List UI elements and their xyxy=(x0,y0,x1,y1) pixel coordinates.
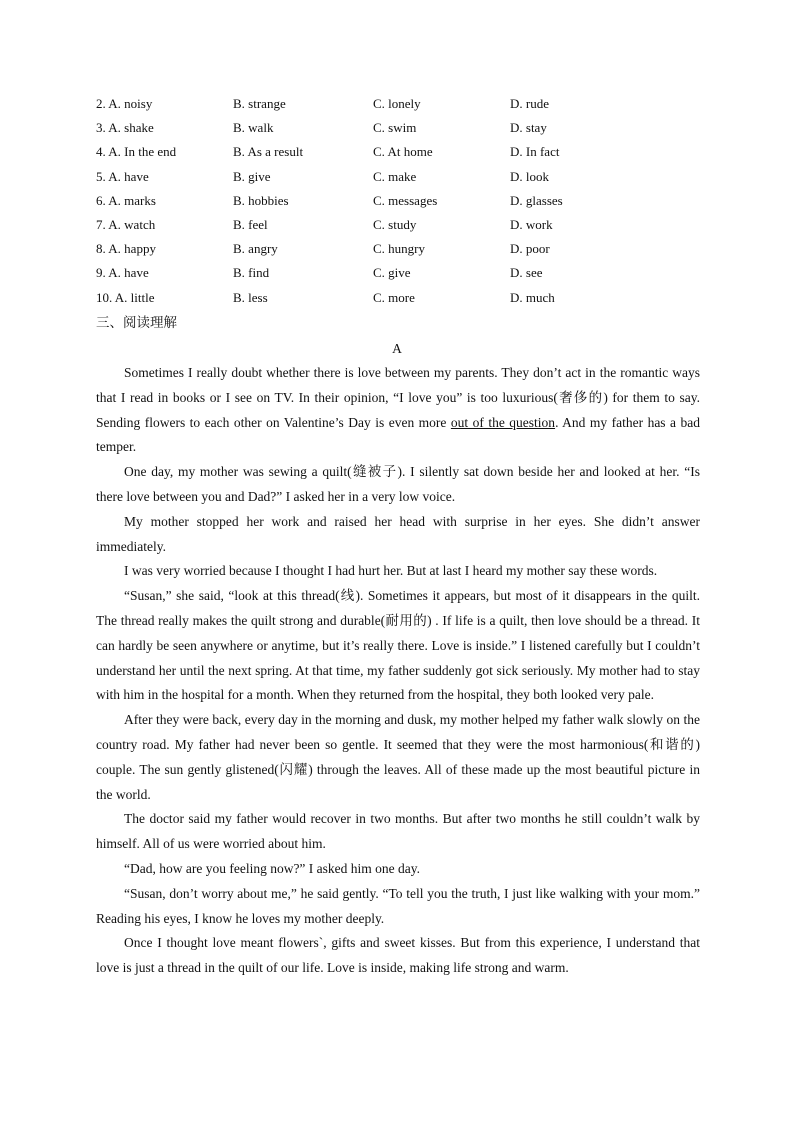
option-c: C. lonely xyxy=(373,96,421,111)
option-c: C. messages xyxy=(373,192,438,208)
option-row xyxy=(96,263,716,287)
passage-paragraph xyxy=(96,460,700,510)
passage-paragraph xyxy=(96,931,700,981)
passage-paragraph xyxy=(96,584,700,708)
option-d: D. see xyxy=(510,265,543,281)
paragraph-text: Sometimes I really doubt whether there is love between my parents. They don’t act in the romantic ways that I read in books or I see on TV. In their opinion, “I love you” is too luxurious(奢侈的) for them to say. Sending flowers to each other on Valentine’s Day is even more xyxy=(96,365,700,430)
option-a: 9. A. have xyxy=(96,265,149,281)
option-d: D. poor xyxy=(510,241,550,257)
paragraph-text: My mother stopped her work and raised her head with surprise in her eyes. She didn’t answer immediately. xyxy=(96,513,700,554)
option-row xyxy=(96,239,716,263)
paragraph-text: “Dad, how are you feeling now?” I asked him one day. xyxy=(124,860,421,876)
underlined-phrase: out of the question xyxy=(450,414,556,430)
option-b: B. walk xyxy=(233,120,274,136)
option-d: D. look xyxy=(510,168,549,184)
option-b: B. find xyxy=(233,265,270,281)
passage-paragraph xyxy=(96,361,700,460)
paragraph-text: The doctor said my father would recover in two months. But after two months he still couldn’t walk by himself. All of us were worried about him. xyxy=(96,811,700,852)
option-c: C. give xyxy=(373,265,411,281)
option-b: B. less xyxy=(233,289,268,305)
paragraph-text: “Susan,” she said, “look at this thread(线). Sometimes it appears, but most of it disappears in the quilt. The thread really makes the quilt strong and durable(耐用的) . If life is a quilt, then love should be a thread. It can hardly be seen anywhere or anytime, but it’s really there. Love is inside.” I listened carefully but I couldn’t understand her until the next spring. At that time, my father suddenly got sick seriously. My mother had to stay with him in the hospital for a month. When they returned from the hospital, they both looked very pale. xyxy=(96,588,700,703)
option-c: C. more xyxy=(373,289,415,305)
option-c: C. study xyxy=(373,216,417,232)
passage-paragraph xyxy=(96,807,700,857)
option-a: 10. A. little xyxy=(96,289,155,305)
option-row xyxy=(96,94,716,118)
option-c: C. make xyxy=(373,168,417,184)
option-b: B. hobbies xyxy=(233,192,289,208)
passage-paragraph xyxy=(96,510,700,560)
answer-options xyxy=(96,94,716,312)
option-a: 3. A. shake xyxy=(96,120,154,136)
passage-paragraph xyxy=(96,882,700,932)
option-d: D. much xyxy=(510,289,555,305)
passage-paragraph xyxy=(96,857,700,882)
option-b: B. give xyxy=(233,168,271,184)
option-a: 6. A. marks xyxy=(96,192,156,208)
passage-title: A xyxy=(392,341,402,356)
option-d: D. stay xyxy=(510,120,547,136)
reading-passage xyxy=(96,361,700,981)
paragraph-text: I was very worried because I thought I had hurt her. But at last I heard my mother say these words. xyxy=(124,563,658,579)
passage-paragraph xyxy=(96,559,700,584)
option-row xyxy=(96,118,716,142)
option-d: D. glasses xyxy=(510,192,563,208)
paragraph-text: “Susan, don’t worry about me,” he said gently. “To tell you the truth, I just like walking with your mom.” Reading his eyes, I know he loves my mother deeply. xyxy=(96,885,700,926)
option-a: 7. A. watch xyxy=(96,216,156,232)
paragraph-text: After they were back, every day in the morning and dusk, my mother helped my father walk slowly on the country road. My father had never been so gentle. It seemed that they were the most harmonious(和谐的) couple. The sun gently glistened(闪耀) through the leaves. All of these made up the most beautiful picture in the world. xyxy=(96,712,700,802)
section-title: 三、阅读理解 xyxy=(96,315,177,330)
paragraph-text: One day, my mother was sewing a quilt(缝被子). I silently sat down beside her and looked at her. “Is there love between you and Dad?” I asked her in a very low voice. xyxy=(96,464,700,504)
option-a: 4. A. In the end xyxy=(96,144,177,160)
option-b: B. angry xyxy=(233,241,278,257)
passage-paragraph xyxy=(96,708,700,807)
option-d: D. In fact xyxy=(510,144,560,160)
option-row xyxy=(96,142,716,166)
option-b: B. As a result xyxy=(233,144,304,160)
option-c: C. hungry xyxy=(373,241,425,257)
option-b: B. feel xyxy=(233,216,268,232)
option-c: C. At home xyxy=(373,144,433,160)
option-row xyxy=(96,191,716,215)
option-row xyxy=(96,215,716,239)
option-a: 5. A. have xyxy=(96,168,149,184)
option-a: 2. A. noisy xyxy=(96,96,153,111)
paragraph-text: Once I thought love meant flowers`, gifts and sweet kisses. But from this experience, I understand that love is just a thread in the quilt of our life. Love is inside, making life strong and warm. xyxy=(96,935,700,976)
option-row xyxy=(96,288,716,312)
option-row xyxy=(96,167,716,191)
option-b: B. strange xyxy=(233,96,286,111)
paragraph-text: . And my father has a bad temper. xyxy=(96,414,700,455)
option-c: C. swim xyxy=(373,120,417,136)
option-d: D. rude xyxy=(510,96,549,111)
option-a: 8. A. happy xyxy=(96,241,156,257)
option-d: D. work xyxy=(510,216,553,232)
